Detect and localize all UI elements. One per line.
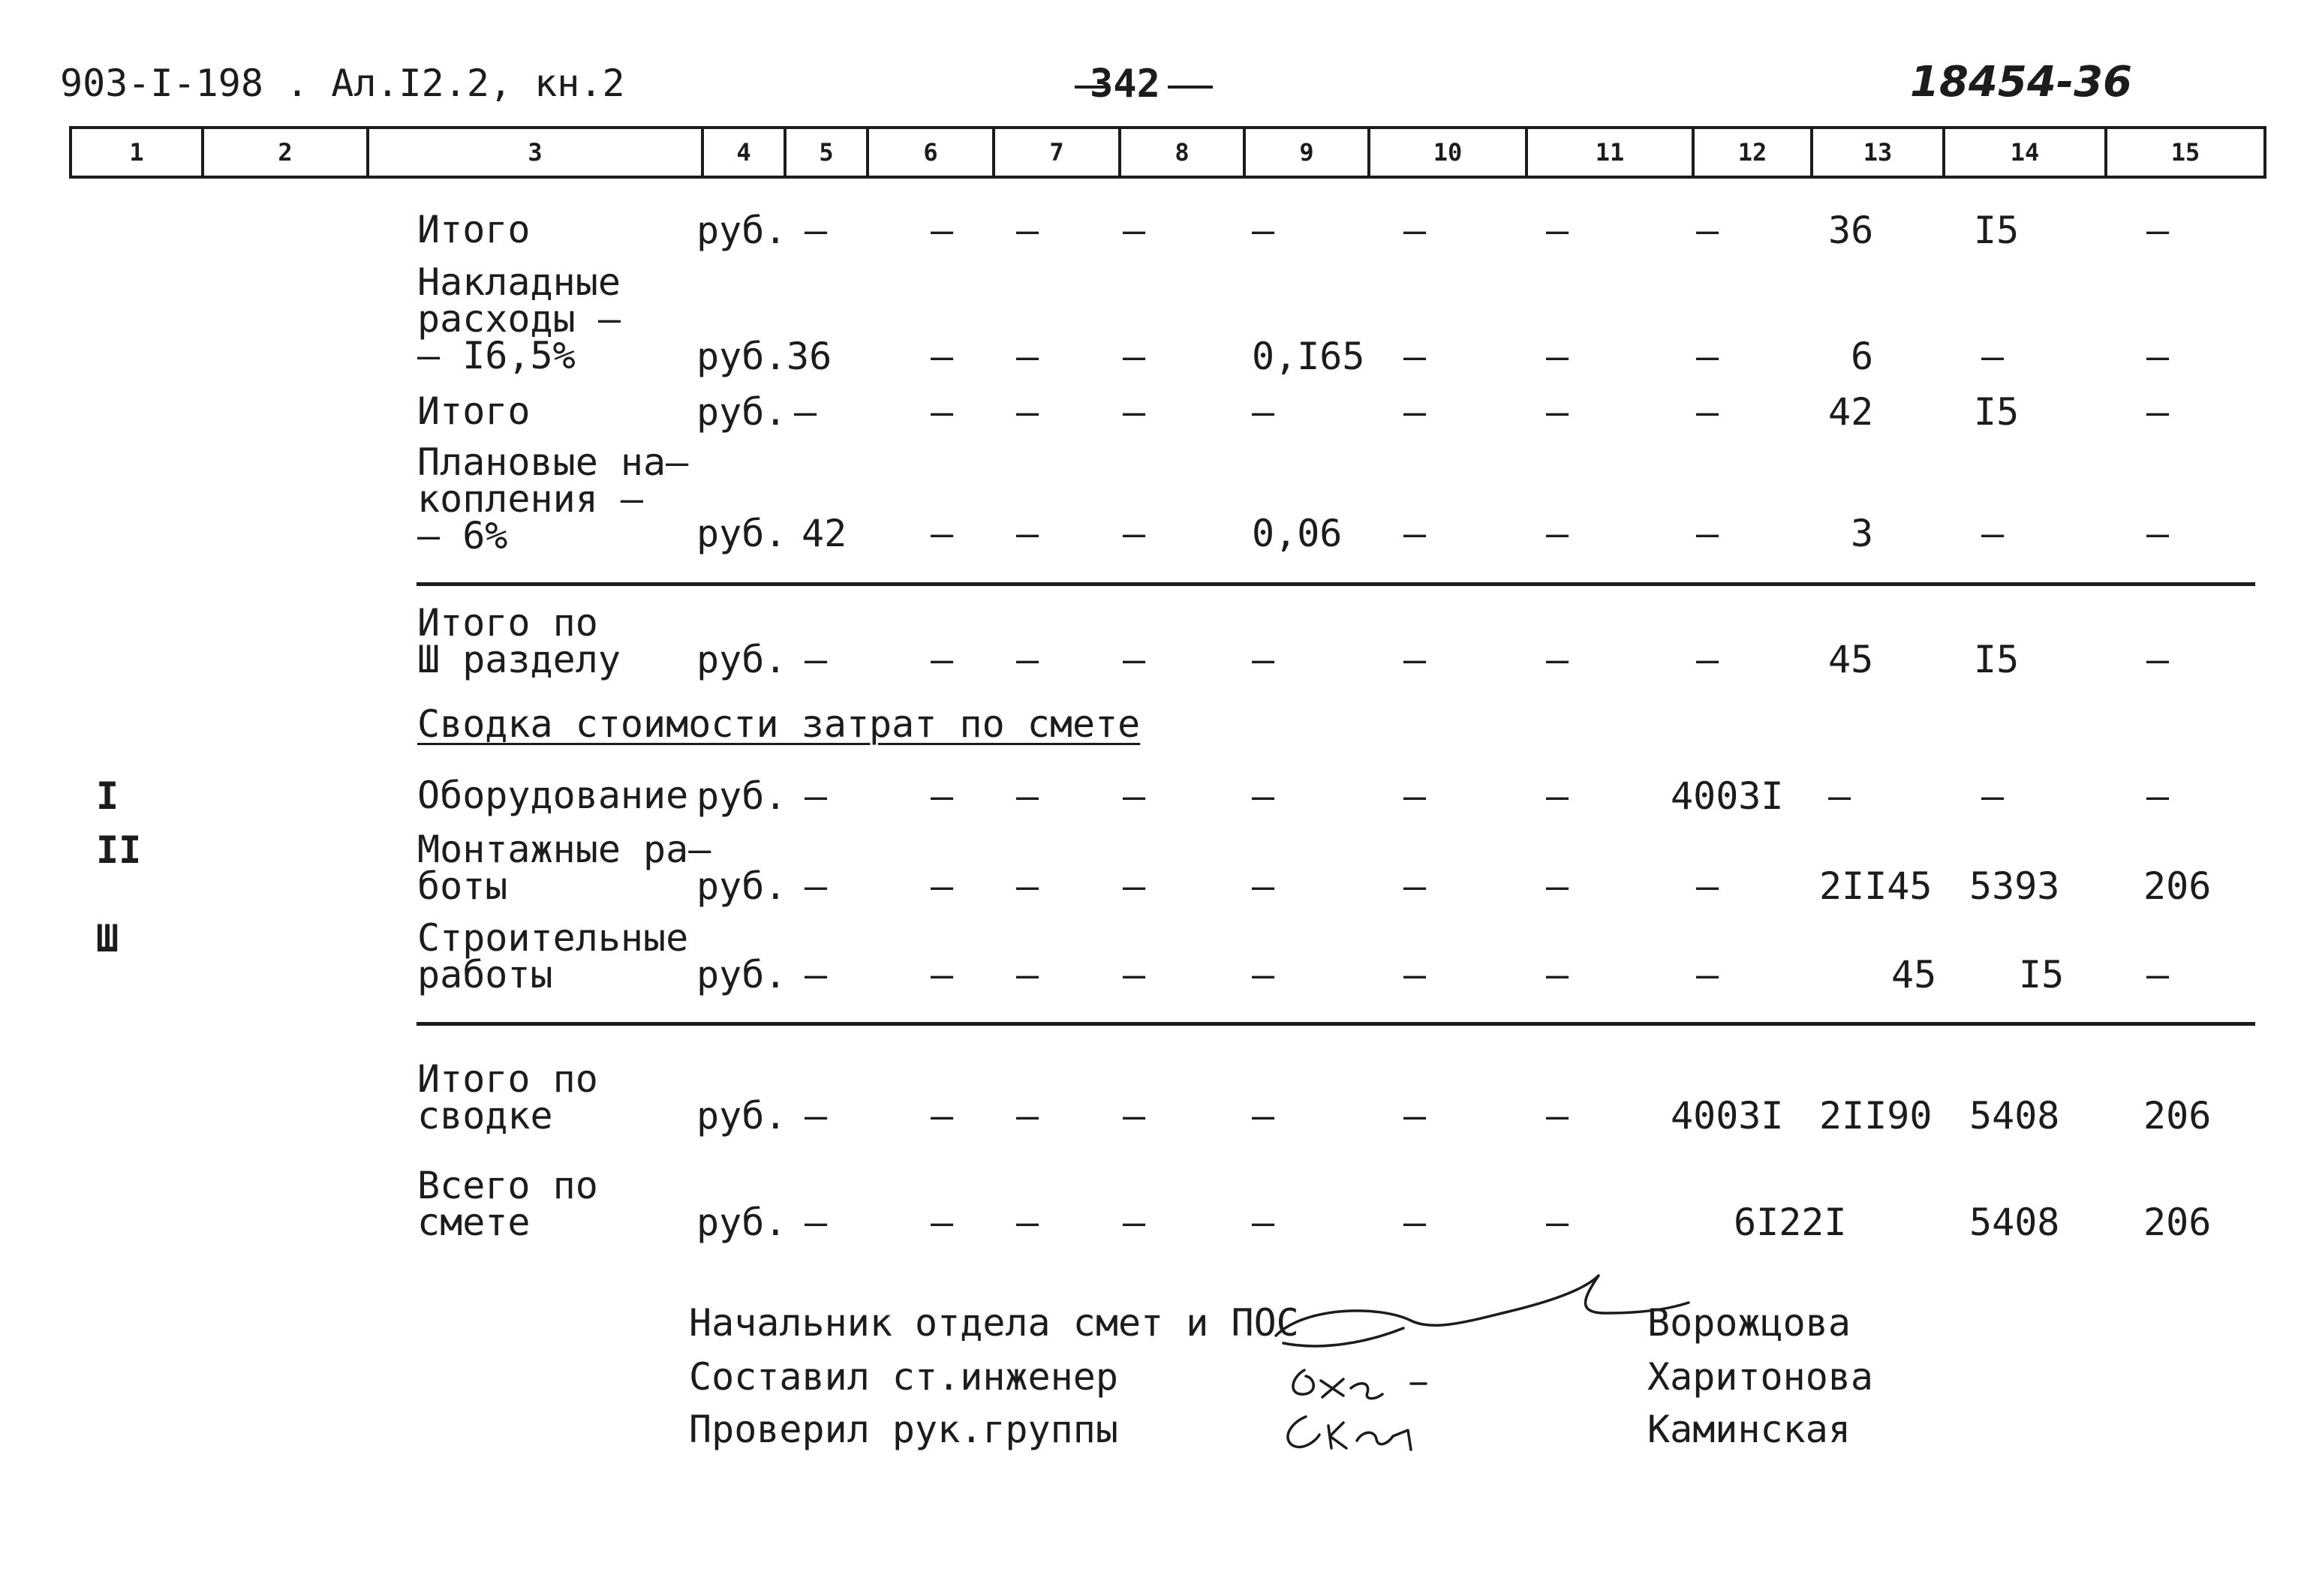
- cell-col15: 206: [2143, 864, 2212, 908]
- cell-col15: –: [2146, 335, 2170, 378]
- column-number: 8: [1118, 129, 1243, 176]
- cell-col14: –: [1981, 512, 2005, 555]
- cell-col11: –: [1546, 953, 1569, 996]
- cell-col11: –: [1546, 1201, 1569, 1244]
- cell-col8: –: [1123, 335, 1146, 378]
- cell-col8: –: [1123, 512, 1146, 555]
- cell-col14: I5: [1974, 390, 2020, 434]
- cell-col14: 5408: [1969, 1201, 2060, 1244]
- column-number: 12: [1692, 129, 1810, 176]
- cell-col6: –: [931, 1201, 954, 1244]
- cell-col9: –: [1252, 209, 1275, 252]
- cell-col12: –: [1696, 335, 1719, 378]
- cell-col10: –: [1403, 638, 1427, 681]
- cell-col8: –: [1123, 390, 1146, 434]
- cell-col14: 5408: [1969, 1094, 2060, 1138]
- signature-scribble-head-2: [1283, 1328, 1403, 1346]
- cell-col11: –: [1546, 390, 1569, 434]
- section-roman: I: [96, 774, 119, 818]
- cell-col6: –: [931, 864, 954, 908]
- cell-col9: –: [1252, 953, 1275, 996]
- column-number: 2: [201, 129, 366, 176]
- cell-col8: –: [1123, 864, 1146, 908]
- row-label: Строительные работы: [417, 916, 689, 996]
- column-number: 10: [1367, 129, 1525, 176]
- column-number: 11: [1525, 129, 1692, 176]
- cell-col13: 3: [1851, 512, 1874, 555]
- column-number: 14: [1942, 129, 2104, 176]
- cell-col10: –: [1403, 774, 1427, 818]
- column-number: 9: [1243, 129, 1367, 176]
- cell-col12: –: [1696, 209, 1719, 252]
- cell-col7: –: [1016, 1094, 1039, 1138]
- cell-col11: –: [1546, 335, 1569, 378]
- cell-col6: –: [931, 512, 954, 555]
- cell-col10: –: [1403, 512, 1427, 555]
- cell-col13: –: [1828, 774, 1851, 818]
- column-number: 7: [992, 129, 1118, 176]
- cell-col12: –: [1696, 512, 1719, 555]
- column-number: 15: [2104, 129, 2263, 176]
- cell-col10: –: [1403, 1201, 1427, 1244]
- cell-col12: –: [1696, 390, 1719, 434]
- column-number: 13: [1810, 129, 1942, 176]
- row-label: Монтажные ра– боты: [417, 828, 711, 908]
- column-number: 3: [366, 129, 701, 176]
- column-number: 6: [866, 129, 992, 176]
- cell-col11: –: [1546, 638, 1569, 681]
- cell-col7: –: [1016, 638, 1039, 681]
- row-label: Итого: [417, 208, 531, 251]
- cell-col7: –: [1016, 864, 1039, 908]
- cell-col13: 2II45: [1819, 864, 1933, 908]
- cell-col12: –: [1696, 864, 1719, 908]
- cell-col7: –: [1016, 390, 1039, 434]
- cell-col6: –: [931, 1094, 954, 1138]
- cell-col11: –: [1546, 864, 1569, 908]
- cell-col13: 2II90: [1819, 1094, 1933, 1138]
- cell-col12-13: 6I22I: [1734, 1201, 1847, 1244]
- cell-col12: 4003I: [1671, 1094, 1784, 1138]
- cell-col14: I5: [2019, 953, 2065, 996]
- row-label: Накладные расходы – – I6,5%: [417, 260, 621, 377]
- cell-col5: –: [805, 864, 828, 908]
- signature-role: Проверил рук.группы: [689, 1408, 1118, 1451]
- column-number: 5: [784, 129, 866, 176]
- cell-col6: –: [931, 390, 954, 434]
- row-label: Итого по Ш разделу: [417, 601, 621, 681]
- cell-col5: –: [805, 774, 828, 818]
- cell-col5: 36: [787, 335, 832, 378]
- cell-col5: 42: [802, 512, 847, 555]
- cell-col8: –: [1123, 774, 1146, 818]
- cell-col8: –: [1123, 1094, 1146, 1138]
- cell-col12: 4003I: [1671, 774, 1784, 818]
- cell-col6: –: [931, 774, 954, 818]
- cell-col15: –: [2146, 390, 2170, 434]
- cell-col14: I5: [1974, 638, 2020, 681]
- cell-col11: –: [1546, 209, 1569, 252]
- cell-col9: 0,I65: [1252, 335, 1365, 378]
- section-roman: II: [96, 828, 142, 872]
- unit: руб.: [696, 1201, 787, 1244]
- unit: руб.: [696, 390, 787, 434]
- row-label: Итого по сводке: [417, 1057, 598, 1138]
- cell-col10: –: [1403, 1094, 1427, 1138]
- cell-col7: –: [1016, 774, 1039, 818]
- cell-col8: –: [1123, 1201, 1146, 1244]
- cell-col9: –: [1252, 1094, 1275, 1138]
- row-label: Всего по смете: [417, 1164, 598, 1244]
- column-number: 1: [129, 138, 144, 167]
- cell-col8: –: [1123, 953, 1146, 996]
- unit: руб.: [696, 1094, 787, 1138]
- cell-col11: –: [1546, 774, 1569, 818]
- cell-col10: –: [1403, 390, 1427, 434]
- cell-col6: –: [931, 335, 954, 378]
- unit: руб.: [696, 864, 787, 908]
- unit: руб.: [696, 335, 787, 378]
- cell-col6: –: [931, 953, 954, 996]
- row-label: Итого: [417, 389, 531, 433]
- signature-scribble-head: [1276, 1276, 1689, 1336]
- cell-col11: –: [1546, 1094, 1569, 1138]
- cell-col7: –: [1016, 512, 1039, 555]
- cell-col15: –: [2146, 638, 2170, 681]
- cell-col12: –: [1696, 953, 1719, 996]
- unit: руб.: [696, 638, 787, 681]
- unit: руб.: [696, 209, 787, 252]
- cell-col5: –: [805, 953, 828, 996]
- cell-col9: –: [1252, 1201, 1275, 1244]
- cell-col13: 36: [1828, 209, 1874, 252]
- signature-role: Составил ст.инженер: [689, 1355, 1118, 1399]
- cell-col13: 6: [1851, 335, 1874, 378]
- cell-col14: –: [1981, 774, 2005, 818]
- cell-col12: –: [1696, 638, 1719, 681]
- signature-name: Харитонова: [1647, 1355, 1874, 1399]
- cell-col15: 206: [2143, 1094, 2212, 1138]
- cell-col5: –: [805, 638, 828, 681]
- cell-col5: –: [794, 390, 817, 434]
- cell-col15: 206: [2143, 1201, 2212, 1244]
- cell-col13: 42: [1828, 390, 1874, 434]
- signature-scribble-checker: [1288, 1417, 1411, 1450]
- unit: руб.: [696, 774, 787, 818]
- row-label: Оборудование: [417, 774, 689, 817]
- signature-name: Ворожцова: [1647, 1301, 1851, 1345]
- cell-col10: –: [1403, 864, 1427, 908]
- cell-col14: I5: [1974, 209, 2020, 252]
- cell-col8: –: [1123, 638, 1146, 681]
- cell-col10: –: [1403, 209, 1427, 252]
- cell-col10: –: [1403, 953, 1427, 996]
- cell-col14: 5393: [1969, 864, 2060, 908]
- cell-col14: –: [1981, 335, 2005, 378]
- cell-col15: –: [2146, 512, 2170, 555]
- cell-col7: –: [1016, 335, 1039, 378]
- cell-col7: –: [1016, 209, 1039, 252]
- cell-col11: –: [1546, 512, 1569, 555]
- cell-col15: –: [2146, 774, 2170, 818]
- cell-col13: 45: [1891, 953, 1937, 996]
- cell-col5: –: [805, 209, 828, 252]
- cell-col7: –: [1016, 1201, 1039, 1244]
- column-number: 4: [701, 129, 784, 176]
- cell-col10: –: [1403, 335, 1427, 378]
- row-label: Плановые на– копления – – 6%: [417, 440, 689, 558]
- cell-col9: 0,06: [1252, 512, 1343, 555]
- signature-name: Каминская: [1647, 1408, 1851, 1451]
- cell-col6: –: [931, 638, 954, 681]
- cell-col9: –: [1252, 864, 1275, 908]
- cell-col13: 45: [1828, 638, 1874, 681]
- section-roman: Ш: [96, 917, 119, 960]
- unit: руб.: [696, 512, 787, 555]
- cell-col9: –: [1252, 390, 1275, 434]
- cell-col15: –: [2146, 209, 2170, 252]
- inventory-number: 18454-36: [1910, 58, 2132, 107]
- document-reference: 903-I-198 . Ал.I2.2, кн.2: [60, 62, 625, 105]
- cell-col6: –: [931, 209, 954, 252]
- cell-col8: –: [1123, 209, 1146, 252]
- cell-col9: –: [1252, 638, 1275, 681]
- unit: руб.: [696, 953, 787, 996]
- page-number: 342: [1090, 62, 1160, 107]
- cell-col5: –: [805, 1201, 828, 1244]
- cell-col9: –: [1252, 774, 1275, 818]
- signature-role: Начальник отдела смет и ПОС: [689, 1301, 1299, 1345]
- cell-col7: –: [1016, 953, 1039, 996]
- cell-col5: –: [805, 1094, 828, 1138]
- summary-heading: Сводка стоимости затрат по смете: [417, 702, 1141, 746]
- cell-col15: –: [2146, 953, 2170, 996]
- signature-scribble-engineer: [1293, 1370, 1426, 1399]
